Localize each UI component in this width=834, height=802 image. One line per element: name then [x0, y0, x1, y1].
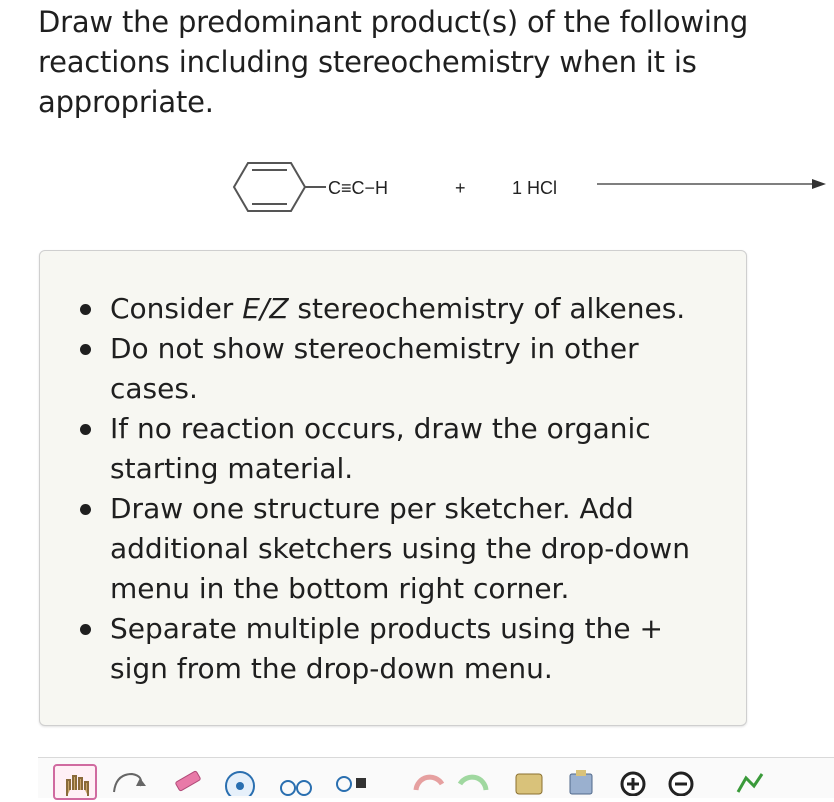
instruction-item: Draw one structure per sketcher. Add additional sketchers using the drop-down menu in the bottom right corner.: [110, 489, 720, 609]
instructions-panel: [39, 250, 747, 726]
templates-icon[interactable]: [506, 764, 550, 800]
instruction-item: Consider E/Z stereochemistry of alkenes.: [110, 289, 720, 329]
benzene-ring: [234, 163, 326, 211]
alkyne-substituent: C≡C−H: [328, 178, 389, 198]
undo-icon[interactable]: [406, 764, 450, 800]
reaction-drawing: [0, 140, 834, 235]
ring-template-icon[interactable]: [274, 764, 318, 800]
sketcher-toolbar: [38, 757, 834, 798]
reagent-label: 1 HCl: [512, 178, 558, 198]
atom-map-icon[interactable]: [218, 764, 262, 800]
zoom-out-icon[interactable]: [661, 764, 705, 800]
structure-icon[interactable]: [728, 764, 772, 800]
hand-tool-icon[interactable]: [53, 764, 97, 800]
zoom-in-icon[interactable]: [613, 764, 657, 800]
redo-icon[interactable]: [452, 764, 496, 800]
clipboard-icon[interactable]: [558, 764, 602, 800]
instructions-list: [110, 289, 720, 689]
reaction-scheme: [0, 140, 834, 235]
eraser-icon[interactable]: [162, 764, 206, 800]
plus-sign: +: [455, 178, 466, 198]
question-prompt: Draw the predominant product(s) of the following reactions including stereochemistry when it is appropriate.: [38, 5, 749, 119]
instruction-item: Separate multiple products using the + sign from the drop-down menu.: [110, 609, 720, 689]
instruction-item: If no reaction occurs, draw the organic starting material.: [110, 409, 720, 489]
lasso-icon[interactable]: [106, 764, 150, 800]
reaction-arrow: [597, 179, 826, 189]
charge-icon[interactable]: [330, 764, 374, 800]
instruction-item: Do not show stereochemistry in other cases.: [110, 329, 720, 409]
